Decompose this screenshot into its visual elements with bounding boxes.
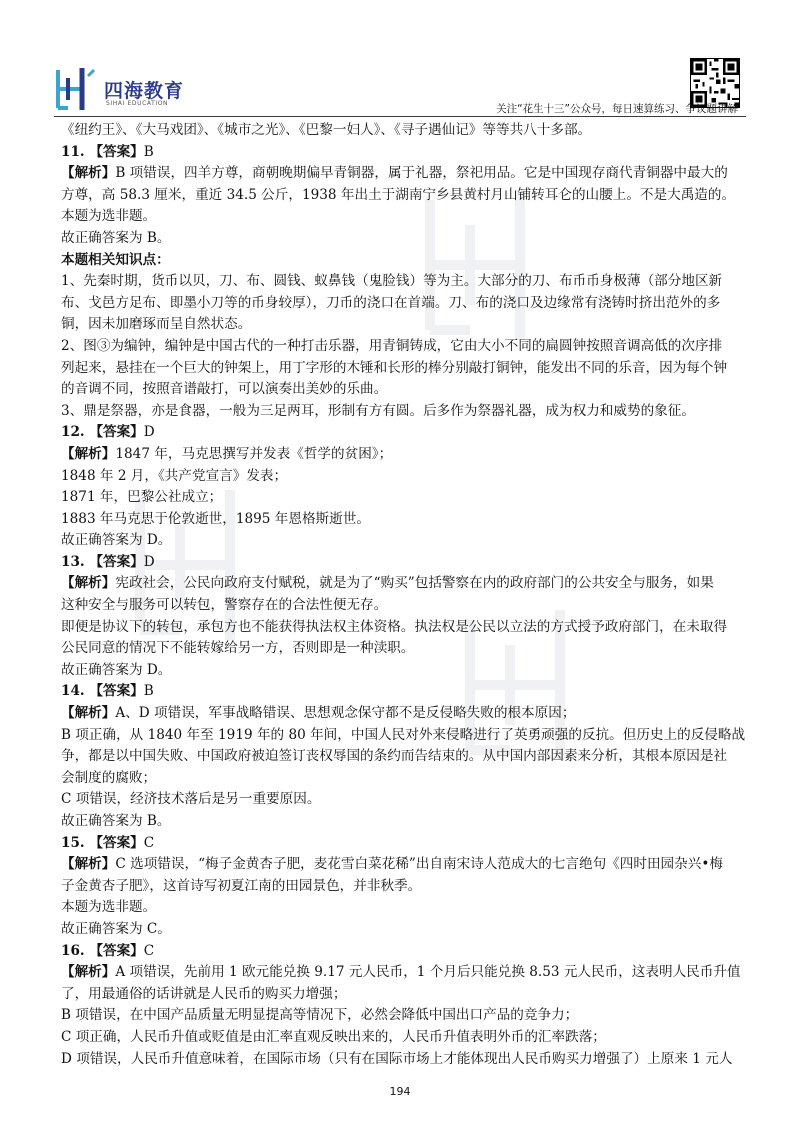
- line-text: 即便是协议下的转包，承包方也不能获得执法权主体资格。执法权是公民以立法的方式授予政府部门，在未取得: [61, 618, 728, 635]
- text-line: [61, 228, 751, 250]
- text-line: [61, 271, 751, 293]
- line-lead: 【解析】: [61, 856, 116, 873]
- text-line: [61, 487, 751, 509]
- line-lead: 12. 【答案】: [61, 424, 144, 441]
- line-text: C 选项错误，“梅子金黄杏子肥，麦花雪白菜花稀”出自南宋诗人范成大的七言绝句《四时田园杂兴•梅: [115, 856, 723, 873]
- line-lead: 14. 【答案】: [61, 683, 144, 700]
- line-text: 宪政社会，公民向政府支付赋税，就是为了“购买”包括警察在内的政府部门的公共安全与服务，如果: [115, 575, 714, 592]
- text-line: [61, 897, 751, 919]
- line-text: B 项正确，从 1840 年至 1919 年的 80 年间，中国人民对外来侵略进行了英勇顽强的反抗。但历史上的反侵略战: [61, 726, 746, 743]
- text-line: [61, 1005, 751, 1027]
- line-text: D 项错误，人民币升值意味着，在国际市场（只有在国际市场上才能体现出人民币购买力增强了）上原来 1 元人: [61, 1050, 733, 1067]
- logo-subtitle: SIHAI EDUCATION: [106, 100, 169, 107]
- line-text: 列起来，悬挂在一个巨大的钟架上，用丁字形的木锤和长形的棒分别敲打铜钟，能发出不同的乐音，因为每个钟: [61, 359, 728, 376]
- text-line: [61, 984, 751, 1006]
- text-line: [61, 660, 751, 682]
- line-text: 会制度的腐败；: [61, 769, 157, 786]
- line-text: 1871 年，巴黎公社成立；: [61, 489, 223, 506]
- line-text: 了，用最通俗的话讲就是人民币的购买力增强；: [61, 985, 347, 1002]
- text-line: [61, 250, 751, 272]
- line-lead: 11. 【答案】: [61, 143, 144, 160]
- line-text: B: [143, 143, 154, 160]
- line-text: 铜，因未加磨琢而呈自然状态。: [61, 316, 252, 333]
- text-line: [61, 811, 751, 833]
- line-text: 3、鼎是祭器，亦是食器，一般为三足两耳，形制有方有圆。后多作为祭器礼器，成为权力和威势的象征。: [61, 402, 695, 419]
- line-text: 1847 年，马克思撰写并发表《哲学的贫困》；: [115, 445, 393, 462]
- line-text: 这种安全与服务可以转包，警察存在的合法性便无存。: [61, 597, 388, 614]
- text-line: [61, 919, 751, 941]
- line-text: B: [143, 683, 154, 700]
- header-divider: [54, 116, 746, 117]
- line-lead: 【解析】: [61, 575, 116, 592]
- logo-mark-icon: [54, 64, 98, 114]
- logo-title: 四海教育: [104, 80, 185, 102]
- text-line: [61, 530, 751, 552]
- text-line: [61, 293, 751, 315]
- line-text: 故正确答案为 C。: [61, 920, 171, 937]
- page-number: 194: [389, 1085, 411, 1098]
- text-line: [61, 941, 751, 963]
- text-line: [61, 746, 751, 768]
- page-header: [0, 0, 800, 118]
- line-text: B 项错误，四羊方尊，商朝晚期偏早青铜器，属于礼器，祭祀用品。它是中国现存商代青铜器中最大的: [115, 165, 728, 182]
- text-line: [61, 876, 751, 898]
- line-text: 故正确答案为 B。: [61, 229, 171, 246]
- line-text: C 项正确，人民币升值或贬值是由汇率直观反映出来的，人民币升值表明外币的汇率跌落；: [61, 1028, 606, 1045]
- text-line: [61, 573, 751, 595]
- text-line: [61, 854, 751, 876]
- line-text: 的音调不同，按照音谱敲打，可以演奏出美妙的乐曲。: [61, 381, 388, 398]
- text-line: [61, 703, 751, 725]
- text-line: [61, 789, 751, 811]
- logo: [54, 64, 184, 114]
- text-line: [61, 552, 751, 574]
- text-line: [61, 1027, 751, 1049]
- line-lead: 本题相关知识点：: [61, 251, 170, 268]
- text-line: [61, 595, 751, 617]
- line-lead: 【解析】: [61, 964, 116, 981]
- text-line: [61, 358, 751, 380]
- text-line: [61, 206, 751, 228]
- line-lead: 【解析】: [61, 705, 116, 722]
- line-text: 本题为选非题。: [61, 208, 157, 225]
- header-tagline: 关注“花生十三”公众号，每日速算练习、争议题讲解: [496, 103, 738, 115]
- line-text: 子金黄杏子肥》，这首诗写初夏江南的田园景色，并非秋季。: [61, 877, 422, 894]
- text-line: [61, 314, 751, 336]
- text-line: [61, 962, 751, 984]
- line-text: 1883 年马克思于伦敦逝世，1895 年恩格斯逝世。: [61, 510, 370, 527]
- line-text: 1848 年 2 月，《共产党宣言》发表；: [61, 467, 288, 484]
- text-line: [61, 466, 751, 488]
- line-lead: 【解析】: [61, 445, 116, 462]
- text-line: [61, 681, 751, 703]
- text-line: [61, 1049, 751, 1071]
- line-text: D: [143, 553, 155, 570]
- text-line: [61, 444, 751, 466]
- line-text: A、D 项错误，军事战略错误、思想观念保守都不是反侵略失败的根本原因；: [115, 705, 576, 722]
- line-text: 本题为选非题。: [61, 899, 157, 916]
- text-line: [61, 120, 751, 142]
- text-line: [61, 379, 751, 401]
- line-text: 公民同意的情况下不能转嫁给另一方，否则即是一种渎职。: [61, 640, 415, 657]
- line-lead: 13. 【答案】: [61, 553, 144, 570]
- text-line: [61, 163, 751, 185]
- line-text: 1、先秦时期，货币以贝，刀、布、圆钱、蚁鼻钱（鬼脸钱）等为主。大部分的刀、布币币身极薄（部分地区新: [61, 273, 723, 290]
- line-text: C 项错误，经济技术落后是另一重要原因。: [61, 791, 321, 808]
- text-line: [61, 509, 751, 531]
- line-text: 2、图③为编钟，编钟是中国古代的一种打击乐器，用青铜铸成，它由大小不同的扁圆钟按照音调高低的次序排: [61, 337, 723, 354]
- text-line: [61, 725, 751, 747]
- answer-explanation-body: [61, 120, 751, 1070]
- line-lead: 15. 【答案】: [61, 834, 144, 851]
- text-line: [61, 833, 751, 855]
- text-line: [61, 422, 751, 444]
- text-line: [61, 336, 751, 358]
- line-text: B 项错误，在中国产品质量无明显提高等情况下，必然会降低中国出口产品的竞争力；: [61, 1007, 579, 1024]
- line-text: 故正确答案为 D。: [61, 532, 172, 549]
- text-line: [61, 617, 751, 639]
- line-text: 故正确答案为 D。: [61, 661, 172, 678]
- line-text: C: [143, 942, 155, 959]
- text-line: [61, 638, 751, 660]
- line-lead: 【解析】: [61, 165, 116, 182]
- text-line: [61, 185, 751, 207]
- line-text: A 项错误，先前用 1 欧元能兑换 9.17 元人民币，1 个月后只能兑换 8.53 元人民币，这表明人民币升值: [115, 964, 741, 981]
- line-text: 故正确答案为 B。: [61, 813, 171, 829]
- line-text: 布、戈邑方足布、即墨小刀等的币身较厚），刀币的浇口在首端。刀、布的浇口及边缘常有浇铸时挤出范外的多: [61, 294, 721, 311]
- text-line: [61, 142, 751, 164]
- text-line: [61, 768, 751, 790]
- line-text: C: [143, 834, 155, 851]
- line-text: 《纽约王》、《大马戏团》、《城市之光》、《巴黎一妇人》、《寻子遇仙记》等等共八十多部。: [61, 122, 592, 138]
- line-lead: 16. 【答案】: [61, 942, 144, 959]
- text-line: [61, 401, 751, 423]
- line-text: 方尊，高 58.3 厘米，重近 34.5 公斤，1938 年出土于湖南宁乡县黄村月山铺转耳仑的山腰上。不是大禹造的。: [61, 186, 736, 203]
- line-text: 争，都是以中国失败、中国政府被迫签订丧权辱国的条约而告结束的。从中国内部因素来分析，其根本原因是社: [61, 748, 728, 765]
- line-text: D: [143, 424, 155, 441]
